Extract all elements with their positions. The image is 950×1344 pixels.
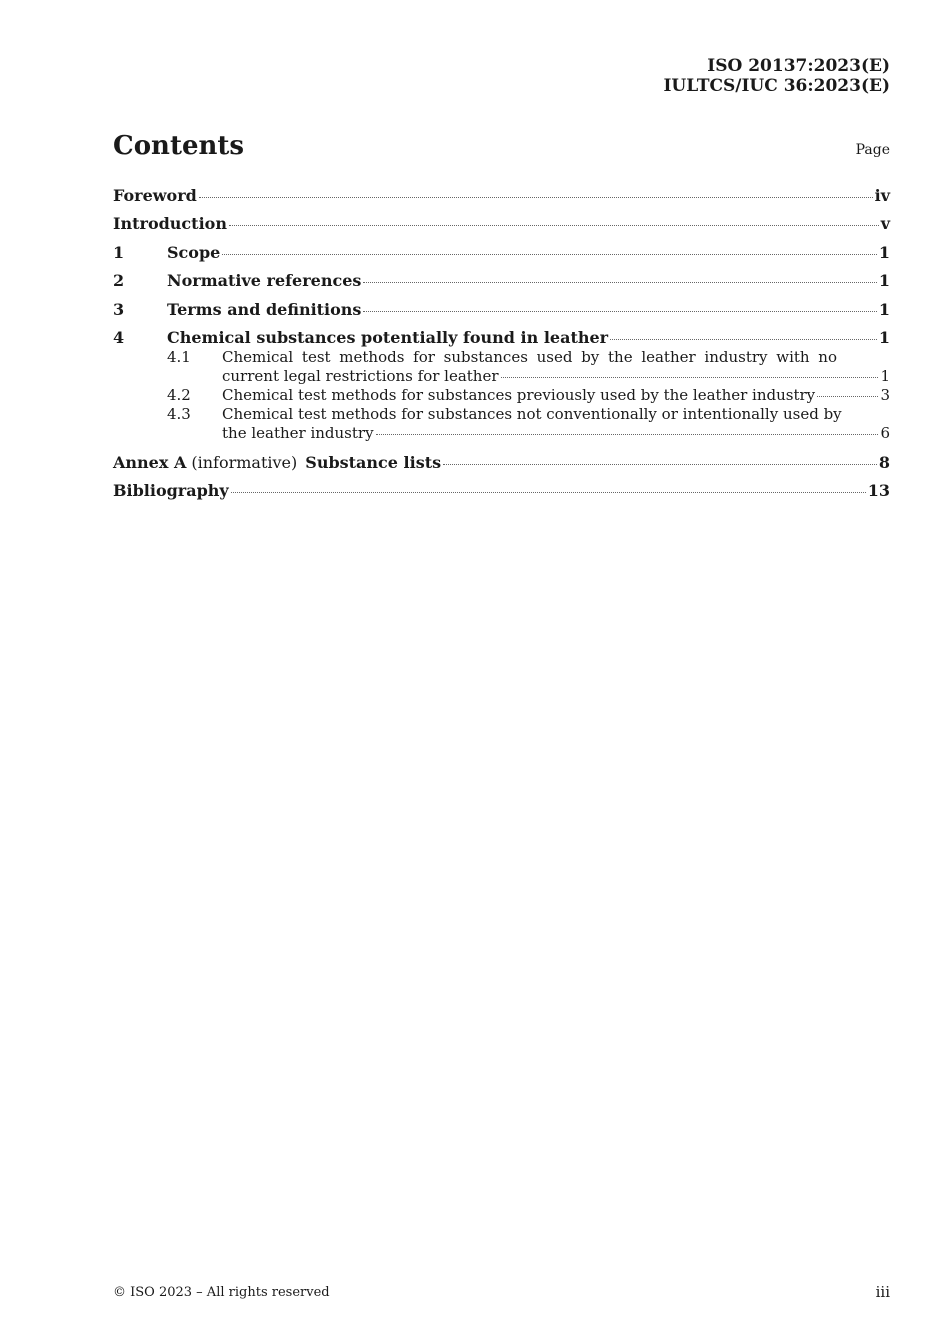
toc-title: Normative references: [167, 271, 362, 290]
toc-entry-terms-definitions[interactable]: [113, 300, 890, 319]
standard-number: ISO 20137:2023(E): [707, 56, 890, 76]
toc-page: 1: [878, 300, 890, 319]
toc-page: 1: [878, 271, 890, 290]
toc-page: v: [880, 214, 890, 233]
toc-entry-introduction[interactable]: [113, 214, 890, 233]
page-column-label: Page: [855, 142, 890, 158]
toc-title-line1: Chemical test methods for substances not conventionally or intentionally used by: [222, 405, 842, 423]
toc-page: 1: [878, 328, 890, 347]
toc-title: Terms and definitions: [167, 300, 362, 319]
contents-title: Contents: [113, 131, 245, 161]
toc-page: 3: [880, 386, 890, 404]
toc-page: 6: [880, 424, 890, 442]
iultcs-number: IULTCS/IUC 36:2023(E): [663, 76, 890, 96]
copyright-notice: © ISO 2023 – All rights reserved: [113, 1285, 330, 1300]
toc-entry-bibliography[interactable]: [113, 481, 890, 500]
toc-title: Chemical substances potentially found in leather: [167, 328, 609, 347]
toc-title: Substance lists: [305, 453, 442, 472]
toc-number: 1: [113, 243, 125, 262]
leader-dots: [229, 225, 879, 226]
toc-title: Chemical test methods for substances previously used by the leather industry: [222, 386, 816, 404]
toc-page: 8: [878, 453, 890, 472]
leader-dots: [610, 339, 877, 340]
toc-number: 2: [113, 271, 125, 290]
toc-entry-4-3-line2: [113, 424, 890, 443]
toc-title: Scope: [167, 243, 221, 262]
page-number: iii: [875, 1283, 890, 1301]
toc-page: 1: [878, 243, 890, 262]
toc-page: 13: [867, 481, 890, 500]
leader-dots: [363, 311, 876, 312]
toc-title: Bibliography: [113, 481, 229, 500]
toc-number: 4: [113, 328, 125, 347]
toc-entry-4-2[interactable]: [113, 386, 890, 405]
toc-entry-chemical-substances[interactable]: [113, 328, 890, 347]
leader-dots: [222, 254, 877, 255]
leader-dots: [199, 197, 873, 198]
leader-dots: [443, 464, 877, 465]
annex-type: (informative): [191, 453, 298, 472]
toc-title: Introduction: [113, 214, 227, 233]
toc-number: 4.2: [167, 386, 191, 404]
leader-dots: [376, 434, 879, 435]
toc-page: 1: [880, 367, 890, 385]
toc-entry-4-3-line1: [113, 405, 890, 424]
toc-title: Foreword: [113, 186, 197, 205]
toc-entry-normative-references[interactable]: [113, 271, 890, 290]
toc-entry-scope[interactable]: [113, 243, 890, 262]
leader-dots: [817, 396, 878, 397]
toc-entry-annex-a[interactable]: [113, 453, 890, 472]
toc-title-line2: the leather industry: [222, 424, 374, 442]
toc-number: 3: [113, 300, 125, 319]
leader-dots: [231, 492, 866, 493]
annex-label: Annex A: [113, 453, 187, 472]
toc-number: 4.1: [167, 348, 191, 366]
toc-number: 4.3: [167, 405, 191, 423]
document-header: [663, 56, 890, 96]
toc-page: iv: [874, 186, 890, 205]
toc-entry-foreword[interactable]: [113, 186, 890, 205]
leader-dots: [501, 377, 879, 378]
leader-dots: [363, 282, 876, 283]
toc-title-line1: Chemical test methods for substances used by the leather industry with no: [222, 348, 837, 366]
toc-title-line2: current legal restrictions for leather: [222, 367, 499, 385]
toc-entry-4-1-line2: [113, 367, 890, 386]
